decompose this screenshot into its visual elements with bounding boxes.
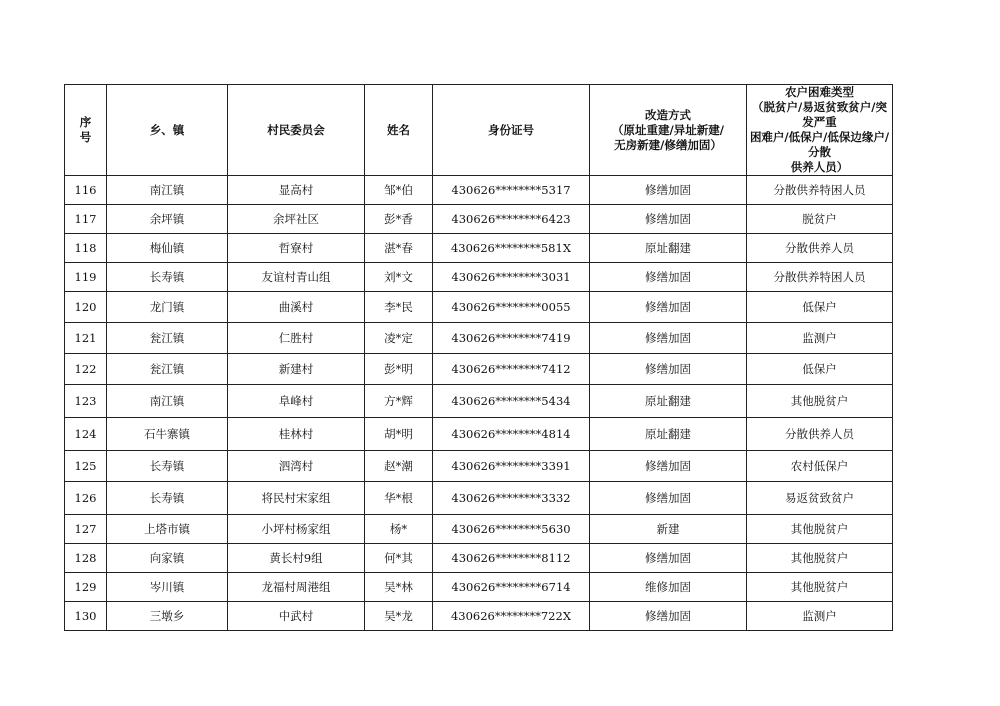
cell-committee: 哲寮村: [228, 234, 365, 263]
cell-committee: 余坪社区: [228, 205, 365, 234]
cell-method: 修缮加固: [590, 292, 747, 323]
cell-method: 修缮加固: [590, 544, 747, 573]
header-row: [65, 85, 893, 176]
header-committee: 村民委员会: [228, 85, 365, 176]
cell-town: 长寿镇: [107, 451, 228, 482]
cell-method: 原址翻建: [590, 385, 747, 418]
cell-name: 何*其: [365, 544, 433, 573]
table-row: [65, 544, 893, 573]
cell-id-number: 430626********581X: [433, 234, 590, 263]
cell-seq: 125: [65, 451, 107, 482]
cell-seq: 122: [65, 354, 107, 385]
cell-id-number: 430626********7419: [433, 323, 590, 354]
cell-method: 修缮加固: [590, 263, 747, 292]
cell-hardship-type: 其他脱贫户: [747, 515, 893, 544]
cell-hardship-type: 其他脱贫户: [747, 544, 893, 573]
cell-committee: 龙福村周港组: [228, 573, 365, 602]
cell-method: 修缮加固: [590, 602, 747, 631]
household-table: [64, 84, 893, 631]
cell-id-number: 430626********722X: [433, 602, 590, 631]
header-town: 乡、镇: [107, 85, 228, 176]
cell-name: 胡*明: [365, 418, 433, 451]
cell-seq: 118: [65, 234, 107, 263]
cell-id-number: 430626********3391: [433, 451, 590, 482]
cell-hardship-type: 分散供养特困人员: [747, 263, 893, 292]
cell-name: 刘*文: [365, 263, 433, 292]
cell-method: 修缮加固: [590, 323, 747, 354]
cell-town: 梅仙镇: [107, 234, 228, 263]
cell-method: 修缮加固: [590, 205, 747, 234]
table-row: [65, 602, 893, 631]
header-seq: 序 号: [65, 85, 107, 176]
cell-name: 湛*春: [365, 234, 433, 263]
cell-town: 上塔市镇: [107, 515, 228, 544]
cell-hardship-type: 分散供养人员: [747, 418, 893, 451]
cell-town: 长寿镇: [107, 263, 228, 292]
cell-committee: 中武村: [228, 602, 365, 631]
table-row: [65, 234, 893, 263]
cell-town: 龙门镇: [107, 292, 228, 323]
cell-method: 原址翻建: [590, 418, 747, 451]
cell-town: 三墩乡: [107, 602, 228, 631]
table-row: [65, 292, 893, 323]
cell-name: 凌*定: [365, 323, 433, 354]
table-row: [65, 573, 893, 602]
cell-town: 岑川镇: [107, 573, 228, 602]
cell-seq: 119: [65, 263, 107, 292]
cell-id-number: 430626********4814: [433, 418, 590, 451]
cell-name: 杨*: [365, 515, 433, 544]
header-name: 姓名: [365, 85, 433, 176]
cell-seq: 130: [65, 602, 107, 631]
cell-committee: 小坪村杨家组: [228, 515, 365, 544]
cell-hardship-type: 监测户: [747, 323, 893, 354]
cell-seq: 127: [65, 515, 107, 544]
cell-name: 邹*伯: [365, 176, 433, 205]
cell-seq: 117: [65, 205, 107, 234]
header-hardship-type: 农户困难类型 （脱贫户/易返贫致贫户/突发严重 困难户/低保户/低保边缘户/分散 供养人员）: [747, 85, 893, 176]
cell-id-number: 430626********3332: [433, 482, 590, 515]
cell-seq: 124: [65, 418, 107, 451]
cell-committee: 友谊村青山组: [228, 263, 365, 292]
cell-method: 修缮加固: [590, 451, 747, 482]
table-row: [65, 323, 893, 354]
cell-committee: 泗湾村: [228, 451, 365, 482]
cell-town: 瓮江镇: [107, 354, 228, 385]
cell-hardship-type: 其他脱贫户: [747, 385, 893, 418]
cell-name: 彭*明: [365, 354, 433, 385]
table-row: [65, 205, 893, 234]
cell-name: 华*根: [365, 482, 433, 515]
cell-committee: 显高村: [228, 176, 365, 205]
cell-hardship-type: 分散供养特困人员: [747, 176, 893, 205]
cell-committee: 曲溪村: [228, 292, 365, 323]
cell-id-number: 430626********6714: [433, 573, 590, 602]
cell-seq: 126: [65, 482, 107, 515]
cell-seq: 121: [65, 323, 107, 354]
table-row: [65, 263, 893, 292]
table-row: [65, 482, 893, 515]
header-method: 改造方式 （原址重建/异址新建/ 无房新建/修缮加固）: [590, 85, 747, 176]
cell-seq: 120: [65, 292, 107, 323]
cell-hardship-type: 脱贫户: [747, 205, 893, 234]
cell-method: 修缮加固: [590, 482, 747, 515]
cell-method: 原址翻建: [590, 234, 747, 263]
table-row: [65, 515, 893, 544]
cell-hardship-type: 分散供养人员: [747, 234, 893, 263]
cell-seq: 116: [65, 176, 107, 205]
table-row: [65, 354, 893, 385]
table-row: [65, 451, 893, 482]
cell-name: 彭*香: [365, 205, 433, 234]
cell-id-number: 430626********0055: [433, 292, 590, 323]
header-id-number: 身份证号: [433, 85, 590, 176]
cell-seq: 129: [65, 573, 107, 602]
table-row: [65, 176, 893, 205]
cell-id-number: 430626********7412: [433, 354, 590, 385]
cell-committee: 将民村宋家组: [228, 482, 365, 515]
cell-hardship-type: 低保户: [747, 354, 893, 385]
cell-hardship-type: 农村低保户: [747, 451, 893, 482]
cell-town: 向家镇: [107, 544, 228, 573]
cell-town: 瓮江镇: [107, 323, 228, 354]
cell-committee: 黄长村9组: [228, 544, 365, 573]
cell-committee: 桂林村: [228, 418, 365, 451]
cell-method: 新建: [590, 515, 747, 544]
cell-method: 维修加固: [590, 573, 747, 602]
cell-town: 长寿镇: [107, 482, 228, 515]
cell-id-number: 430626********8112: [433, 544, 590, 573]
cell-committee: 新建村: [228, 354, 365, 385]
cell-seq: 128: [65, 544, 107, 573]
table-row: [65, 418, 893, 451]
cell-hardship-type: 其他脱贫户: [747, 573, 893, 602]
cell-id-number: 430626********5630: [433, 515, 590, 544]
cell-method: 修缮加固: [590, 354, 747, 385]
cell-name: 李*民: [365, 292, 433, 323]
cell-seq: 123: [65, 385, 107, 418]
cell-id-number: 430626********6423: [433, 205, 590, 234]
cell-town: 石牛寨镇: [107, 418, 228, 451]
cell-name: 吴*林: [365, 573, 433, 602]
cell-method: 修缮加固: [590, 176, 747, 205]
cell-id-number: 430626********5434: [433, 385, 590, 418]
cell-hardship-type: 监测户: [747, 602, 893, 631]
cell-committee: 仁胜村: [228, 323, 365, 354]
cell-town: 南江镇: [107, 385, 228, 418]
cell-town: 余坪镇: [107, 205, 228, 234]
cell-hardship-type: 易返贫致贫户: [747, 482, 893, 515]
cell-hardship-type: 低保户: [747, 292, 893, 323]
cell-name: 吴*龙: [365, 602, 433, 631]
cell-name: 方*辉: [365, 385, 433, 418]
cell-id-number: 430626********5317: [433, 176, 590, 205]
cell-committee: 阜峰村: [228, 385, 365, 418]
cell-name: 赵*潮: [365, 451, 433, 482]
cell-town: 南江镇: [107, 176, 228, 205]
cell-id-number: 430626********3031: [433, 263, 590, 292]
table-row: [65, 385, 893, 418]
